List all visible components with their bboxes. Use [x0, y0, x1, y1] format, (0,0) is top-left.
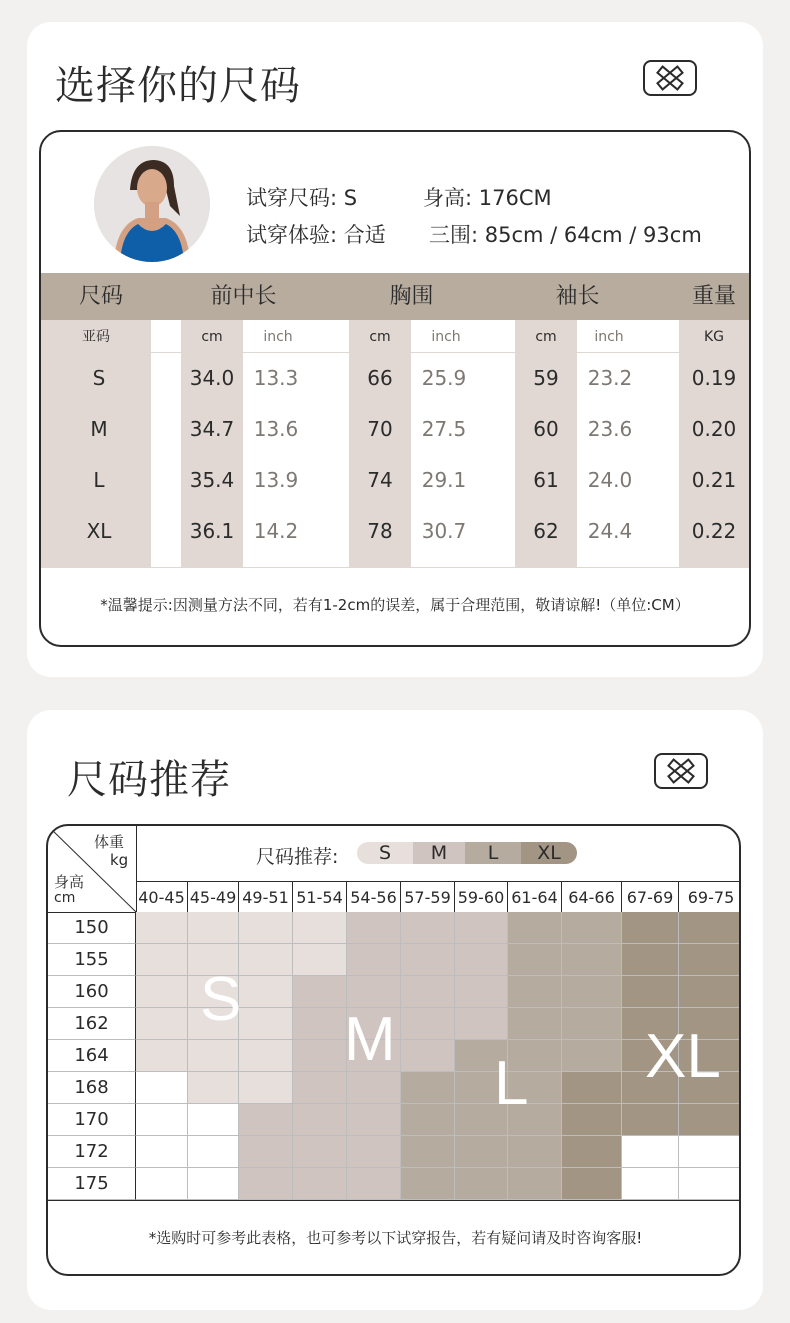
grid-cell — [622, 944, 679, 976]
subheader-cm: cm — [535, 329, 557, 345]
grid-cell — [239, 1168, 293, 1200]
grid-cell — [679, 1136, 741, 1168]
grid-cell — [239, 944, 293, 976]
weight-range-label: 59-60 — [455, 882, 508, 913]
grid-cell — [347, 1104, 401, 1136]
size-guide-card — [27, 22, 763, 677]
grid-cell — [508, 1168, 562, 1200]
grid-cell — [239, 1136, 293, 1168]
grid-cell — [401, 1040, 455, 1072]
sleeve-cm: 61 — [533, 468, 559, 492]
height-label: 175 — [48, 1168, 136, 1200]
grid-cell — [508, 976, 562, 1008]
chest-inch: 27.5 — [421, 417, 467, 441]
grid-cell — [136, 1168, 188, 1200]
grid-cell — [562, 1040, 622, 1072]
legend-l: L — [465, 842, 521, 864]
sleeve-inch: 23.6 — [587, 417, 633, 441]
measurement-note: *温馨提示:因测量方法不同，若有1-2cm的误差，属于合理范围，敬请谅解!（单位:CM） — [100, 596, 690, 614]
chest-cm: 74 — [367, 468, 393, 492]
grid-cell — [679, 1104, 741, 1136]
chest-inch: 29.1 — [421, 468, 467, 492]
grid-cell — [562, 976, 622, 1008]
ruler-pencil-icon — [654, 753, 708, 789]
grid-cell — [293, 1072, 347, 1104]
grid-cell — [239, 1008, 293, 1040]
grid-cell — [622, 976, 679, 1008]
weight-range-label: 49-51 — [239, 882, 293, 913]
size-cell: XL — [86, 519, 112, 543]
length-cm: 35.4 — [189, 468, 235, 492]
grid-cell — [562, 1072, 622, 1104]
grid-cell — [136, 1136, 188, 1168]
weight-range-label: 54-56 — [347, 882, 401, 913]
grid-cell — [401, 1072, 455, 1104]
grid-cell — [136, 976, 188, 1008]
grid-cell — [455, 1136, 508, 1168]
zone-label-m: M — [344, 1005, 396, 1074]
try-size: 试穿尺码: S — [246, 186, 358, 210]
legend-label: 尺码推荐: — [256, 846, 339, 868]
grid-cell — [347, 912, 401, 944]
grid-cell — [679, 976, 741, 1008]
sleeve-cm: 60 — [533, 417, 559, 441]
weight-kg: 0.21 — [691, 468, 737, 492]
grid-cell — [455, 912, 508, 944]
grid-cell — [239, 912, 293, 944]
chest-inch: 25.9 — [421, 366, 467, 390]
weight-range-label: 61-64 — [508, 882, 562, 913]
sleeve-cm: 62 — [533, 519, 559, 543]
grid-cell — [136, 1072, 188, 1104]
height-label: 160 — [48, 976, 136, 1008]
sleeve-inch: 24.0 — [587, 468, 633, 492]
weight-kg: 0.22 — [691, 519, 737, 543]
subheader-inch: inch — [263, 329, 293, 345]
model-measurements: 三围: 85cm / 64cm / 93cm — [429, 223, 702, 247]
grid-cell — [679, 944, 741, 976]
grid-cell — [293, 1104, 347, 1136]
subheader-kg: KG — [703, 329, 725, 345]
grid-cell — [239, 1040, 293, 1072]
model-height: 身高: 176CM — [423, 186, 552, 210]
weight-range-label: 69-75 — [687, 888, 735, 907]
grid-cell — [188, 1040, 239, 1072]
grid-cell — [562, 1168, 622, 1200]
length-cm: 34.7 — [189, 417, 235, 441]
grid-cell — [455, 1008, 508, 1040]
grid-cell — [136, 1008, 188, 1040]
chest-cm: 78 — [367, 519, 393, 543]
corner-weight-unit: kg — [110, 851, 129, 869]
chest-cm: 66 — [367, 366, 393, 390]
subheader-asia: 亚码 — [82, 329, 110, 345]
weight-range-label: 64-66 — [562, 882, 622, 913]
height-label: 162 — [48, 1008, 136, 1040]
divider — [48, 1200, 741, 1201]
sleeve-inch: 24.4 — [587, 519, 633, 543]
grid-cell — [188, 1168, 239, 1200]
grid-cell — [508, 1008, 562, 1040]
grid-cell — [293, 944, 347, 976]
grid-cell — [455, 976, 508, 1008]
grid-cell — [136, 912, 188, 944]
grid-cell — [679, 1168, 741, 1200]
grid-cell — [622, 1104, 679, 1136]
grid-cell — [562, 1008, 622, 1040]
grid-cell — [455, 944, 508, 976]
grid-cell — [508, 1136, 562, 1168]
legend-m: M — [413, 842, 465, 864]
zone-label-s: S — [200, 965, 242, 1034]
section-title: 尺码推荐 — [67, 757, 231, 803]
grid-cell — [239, 976, 293, 1008]
grid-cell — [401, 912, 455, 944]
divider — [41, 567, 749, 568]
header-length: 前中长 — [210, 284, 277, 309]
section-title: 选择你的尺码 — [55, 63, 301, 109]
grid-cell — [562, 1136, 622, 1168]
grid-cell — [188, 912, 239, 944]
grid-cell — [622, 1136, 679, 1168]
grid-cell — [188, 1072, 239, 1104]
legend-s: S — [357, 842, 413, 864]
grid-cell — [347, 1072, 401, 1104]
length-inch: 13.3 — [253, 366, 299, 390]
weight-range-label: 40-45 — [136, 882, 188, 913]
weight-range-label: 57-59 — [401, 882, 455, 913]
grid-cell — [293, 1136, 347, 1168]
grid-cell — [562, 912, 622, 944]
grid-cell — [347, 1136, 401, 1168]
grid-cell — [347, 1168, 401, 1200]
zone-label-l: L — [494, 1049, 529, 1118]
grid-cell — [136, 944, 188, 976]
size-table-frame — [39, 130, 751, 647]
sleeve-inch: 23.2 — [587, 366, 633, 390]
recommend-frame — [46, 824, 741, 1276]
height-label: 150 — [48, 912, 136, 944]
grid-cell — [455, 1168, 508, 1200]
grid-cell — [293, 1008, 347, 1040]
grid-cell — [508, 944, 562, 976]
header-weight: 重量 — [691, 284, 736, 309]
grid-cell — [401, 976, 455, 1008]
grid-cell — [401, 1136, 455, 1168]
size-cell: L — [93, 468, 105, 492]
grid-cell — [293, 976, 347, 1008]
subheader-inch: inch — [594, 329, 624, 345]
height-label: 172 — [48, 1136, 136, 1168]
grid-cell — [401, 944, 455, 976]
grid-cell — [293, 1168, 347, 1200]
grid-cell — [188, 1136, 239, 1168]
zone-label-xl: XL — [645, 1022, 721, 1091]
legend-xl: XL — [521, 842, 577, 864]
grid-cell — [562, 1104, 622, 1136]
subheader-cm: cm — [201, 329, 223, 345]
weight-kg: 0.20 — [691, 417, 737, 441]
chest-inch: 30.7 — [421, 519, 467, 543]
weight-range-label: 67-69 — [622, 882, 679, 913]
grid-cell — [622, 912, 679, 944]
ruler-pencil-icon — [643, 60, 697, 96]
weight-range-label: 45-49 — [188, 882, 239, 913]
grid-cell — [136, 1040, 188, 1072]
purchase-note: *选购时可参考此表格，也可参考以下试穿报告，若有疑问请及时咨询客服! — [148, 1229, 643, 1247]
size-recommend-card — [27, 710, 763, 1310]
grid-cell — [293, 912, 347, 944]
grid-cell — [239, 1072, 293, 1104]
length-inch: 14.2 — [253, 519, 299, 543]
height-label: 168 — [48, 1072, 136, 1104]
header-sleeve: 袖长 — [555, 284, 600, 309]
height-label: 170 — [48, 1104, 136, 1136]
grid-cell — [562, 944, 622, 976]
grid-cell — [401, 1168, 455, 1200]
grid-cell — [136, 1104, 188, 1136]
grid-cell — [401, 1104, 455, 1136]
grid-cell — [508, 912, 562, 944]
header-chest: 胸围 — [389, 284, 434, 309]
size-cell: M — [90, 417, 108, 441]
weight-kg: 0.19 — [691, 366, 737, 390]
corner-weight-label: 体重 — [94, 833, 125, 851]
weight-range-label: 51-54 — [293, 882, 347, 913]
header-size: 尺码 — [78, 284, 123, 309]
length-cm: 36.1 — [189, 519, 235, 543]
subheader-inch: inch — [431, 329, 461, 345]
height-label: 164 — [48, 1040, 136, 1072]
grid-cell — [679, 912, 741, 944]
size-cell: S — [92, 366, 106, 390]
grid-cell — [347, 944, 401, 976]
corner-height-unit: cm — [54, 890, 76, 906]
height-label: 155 — [48, 944, 136, 976]
corner-height-label: 身高 — [54, 873, 85, 891]
grid-cell — [239, 1104, 293, 1136]
model-avatar — [94, 146, 210, 262]
chest-cm: 70 — [367, 417, 393, 441]
sleeve-cm: 59 — [533, 366, 559, 390]
grid-cell — [401, 1008, 455, 1040]
length-cm: 34.0 — [189, 366, 235, 390]
subheader-cm: cm — [369, 329, 391, 345]
length-inch: 13.9 — [253, 468, 299, 492]
grid-cell — [293, 1040, 347, 1072]
length-inch: 13.6 — [253, 417, 299, 441]
try-experience: 试穿体验: 合适 — [246, 223, 386, 247]
grid-cell — [188, 1104, 239, 1136]
grid-cell — [622, 1168, 679, 1200]
